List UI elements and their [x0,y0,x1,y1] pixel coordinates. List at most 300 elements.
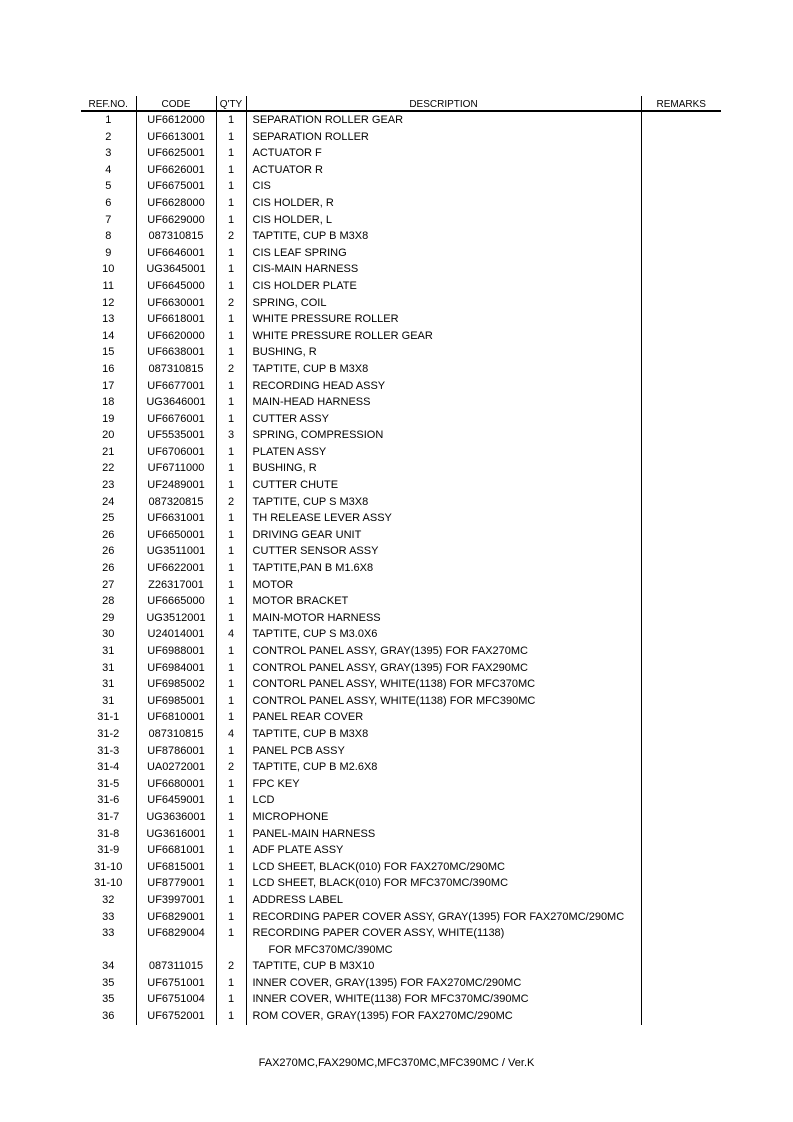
remarks-cell [641,610,721,627]
code-cell: UF6676001 [136,411,216,428]
qty-cell: 1 [216,577,246,594]
remarks-cell [641,792,721,809]
description-cell [246,660,641,677]
code-cell: UF8779001 [136,875,216,892]
table-row [81,394,721,411]
description-text: MAIN-MOTOR HARNESS [252,611,381,624]
qty-cell: 1 [216,709,246,726]
remarks-cell [641,693,721,710]
header-description: DESCRIPTION [246,96,641,111]
table-row [81,660,721,677]
code-cell: UF6665000 [136,593,216,610]
remarks-cell [641,975,721,992]
ref-no-cell: 27 [102,578,115,591]
description-cell [246,427,641,444]
code-cell: UF6650001 [136,527,216,544]
code-cell: UF6628000 [136,195,216,212]
description-cell [246,394,641,411]
remarks-cell [641,361,721,378]
ref-no-cell: 31 [102,694,115,707]
table-row [81,460,721,477]
code-cell: UF5535001 [136,427,216,444]
remarks-cell [641,1008,721,1025]
code-cell: UG3636001 [136,809,216,826]
ref-no-cell: 14 [102,329,115,342]
remarks-cell [641,809,721,826]
qty-cell: 1 [216,693,246,710]
table-row [81,709,721,726]
remarks-cell [641,510,721,527]
qty-cell: 1 [216,909,246,926]
remarks-cell [641,577,721,594]
qty-cell: 1 [216,875,246,892]
code-cell: UF6675001 [136,178,216,195]
qty-cell: 1 [216,676,246,693]
qty-cell: 2 [216,295,246,312]
table-row [81,195,721,212]
description-text: TH RELEASE LEVER ASSY [252,512,392,525]
code-cell: UF6629000 [136,212,216,229]
description-text: SPRING, COIL [252,296,327,309]
description-cell [246,792,641,809]
code-cell: UF3997001 [136,892,216,909]
description-cell [246,643,641,660]
ref-no-cell: 31-8 [97,827,120,840]
description-cell [246,626,641,643]
table-row [81,378,721,395]
description-text: CIS HOLDER, L [252,213,332,226]
remarks-cell [641,261,721,278]
description-cell [246,709,641,726]
qty-cell: 3 [216,427,246,444]
table-row [81,477,721,494]
description-cell [246,261,641,278]
ref-no-cell: 19 [102,412,115,425]
description-cell [246,178,641,195]
remarks-cell [641,111,721,129]
description-text: CIS-MAIN HARNESS [252,263,359,276]
description-text: CIS HOLDER PLATE [252,279,357,292]
table-row [81,278,721,295]
remarks-cell [641,411,721,428]
qty-cell: 1 [216,743,246,760]
remarks-cell [641,145,721,162]
table-row [81,344,721,361]
table-row [81,759,721,776]
table-row [81,975,721,992]
qty-cell: 1 [216,593,246,610]
remarks-cell [641,991,721,1008]
description-cell [246,195,641,212]
ref-no-cell: 6 [105,196,112,209]
remarks-cell [641,344,721,361]
table-row [81,543,721,560]
description-cell [246,162,641,179]
ref-no-cell: 30 [102,628,115,641]
remarks-cell [641,162,721,179]
code-cell: UF6984001 [136,660,216,677]
description-cell [246,129,641,146]
header-qty: Q'TY [216,96,246,111]
qty-cell: 4 [216,626,246,643]
description-text: PANEL-MAIN HARNESS [252,827,376,840]
table-row [81,427,721,444]
remarks-cell [641,875,721,892]
code-cell: UF6815001 [136,859,216,876]
code-cell: UF6459001 [136,792,216,809]
ref-no-cell: 13 [102,313,115,326]
remarks-cell [641,958,721,975]
table-row [81,212,721,229]
remarks-cell [641,178,721,195]
description-text: MOTOR [252,578,294,591]
code-cell: UF6829004 [136,925,216,958]
ref-no-cell: 34 [102,960,115,973]
description-text: TAPTITE, CUP S M3X8 [252,495,369,508]
table-row [81,261,721,278]
qty-cell: 1 [216,660,246,677]
table-row [81,510,721,527]
description-text: WHITE PRESSURE ROLLER GEAR [252,329,433,342]
qty-cell: 1 [216,178,246,195]
description-text: PLATEN ASSY [252,445,327,458]
ref-no-cell: 33 [102,910,115,923]
description-text: LCD SHEET, BLACK(010) FOR MFC370MC/390MC [252,877,509,890]
description-cell [246,759,641,776]
description-text: TAPTITE, CUP B M2.6X8 [252,761,378,774]
ref-no-cell: 31-1 [97,711,120,724]
description-text: CONTROL PANEL ASSY, WHITE(1138) FOR MFC390MC [252,694,536,707]
header-remarks: REMARKS [641,96,721,111]
table-row [81,809,721,826]
table-row [81,494,721,511]
code-cell: UF6625001 [136,145,216,162]
description-cell [246,991,641,1008]
qty-cell: 1 [216,477,246,494]
ref-no-cell: 16 [102,362,115,375]
code-cell: UF6622001 [136,560,216,577]
code-cell: UF6988001 [136,643,216,660]
ref-no-cell: 21 [102,445,115,458]
remarks-cell [641,626,721,643]
code-cell: UF6612000 [136,111,216,129]
description-cell [246,909,641,926]
description-cell [246,975,641,992]
description-cell [246,278,641,295]
description-cell [246,543,641,560]
code-cell: UF6810001 [136,709,216,726]
description-text: INNER COVER, GRAY(1395) FOR FAX270MC/290MC [252,976,522,989]
description-text: FPC KEY [252,777,300,790]
description-cell [246,311,641,328]
description-text: PANEL REAR COVER [252,711,364,724]
description-cell [246,460,641,477]
description-cell [246,743,641,760]
code-cell: UG3511001 [136,543,216,560]
qty-cell: 1 [216,925,246,958]
code-cell: UF6711000 [136,460,216,477]
remarks-cell [641,759,721,776]
remarks-cell [641,195,721,212]
ref-no-cell: 31-3 [97,744,120,757]
ref-no-cell: 3 [105,147,112,160]
code-cell: UF6752001 [136,1008,216,1025]
qty-cell: 1 [216,991,246,1008]
table-row [81,527,721,544]
table-row [81,626,721,643]
remarks-cell [641,776,721,793]
table-row [81,643,721,660]
code-cell: 087310815 [136,361,216,378]
ref-no-cell: 31-5 [97,777,120,790]
description-text: INNER COVER, WHITE(1138) FOR MFC370MC/390MC [252,993,529,1006]
table-row [81,875,721,892]
code-cell: UF6638001 [136,344,216,361]
ref-no-cell: 31 [102,678,115,691]
description-text: CONTROL PANEL ASSY, GRAY(1395) FOR FAX270MC [252,645,528,657]
description-text: CIS [252,180,271,193]
qty-cell: 1 [216,527,246,544]
code-cell: UG3645001 [136,261,216,278]
qty-cell: 4 [216,726,246,743]
qty-cell: 1 [216,129,246,146]
code-cell: UF2489001 [136,477,216,494]
qty-cell: 1 [216,145,246,162]
description-cell [246,328,641,345]
description-text: MICROPHONE [252,810,329,823]
qty-cell: 2 [216,228,246,245]
description-cell [246,378,641,395]
description-cell [246,111,641,129]
qty-cell: 1 [216,411,246,428]
code-cell: UF6613001 [136,129,216,146]
qty-cell: 1 [216,344,246,361]
remarks-cell [641,295,721,312]
table-row [81,311,721,328]
header-code: CODE [136,96,216,111]
description-cell [246,527,641,544]
description-text: TAPTITE,PAN B M1.6X8 [252,562,374,575]
ref-no-cell: 31-2 [97,727,120,740]
code-cell: UF6751001 [136,975,216,992]
description-cell [246,295,641,312]
parts-list [81,96,721,1025]
code-cell: 087320815 [136,494,216,511]
remarks-cell [641,311,721,328]
description-text: MOTOR BRACKET [252,595,349,608]
description-text: CUTTER ASSY [252,412,329,425]
table-row [81,361,721,378]
remarks-cell [641,527,721,544]
description-text: MAIN-HEAD HARNESS [252,396,371,409]
ref-no-cell: 23 [102,479,115,492]
table-row [81,909,721,926]
description-cell [246,494,641,511]
table-row [81,842,721,859]
description-cell [246,726,641,743]
code-cell: 087310815 [136,726,216,743]
qty-cell: 1 [216,510,246,527]
description-text: CIS HOLDER, R [252,196,334,209]
qty-cell: 1 [216,610,246,627]
code-cell: 087310815 [136,228,216,245]
remarks-cell [641,743,721,760]
ref-no-cell: 31-7 [97,810,120,823]
qty-cell: 1 [216,328,246,345]
table-row [81,111,721,129]
table-row [81,925,721,958]
code-cell: 087311015 [136,958,216,975]
ref-no-cell: 31 [102,661,115,674]
qty-cell: 1 [216,261,246,278]
qty-cell: 1 [216,162,246,179]
description-cell [246,958,641,975]
remarks-cell [641,709,721,726]
description-text: BUSHING, R [252,346,317,359]
ref-no-cell: 2 [105,130,112,143]
qty-cell: 1 [216,378,246,395]
qty-cell: 1 [216,212,246,229]
description-cell [246,842,641,859]
description-text: CONTORL PANEL ASSY, WHITE(1138) FOR MFC370MC [252,678,536,691]
description-continuation: FOR MFC370MC/390MC [268,943,393,956]
table-row [81,444,721,461]
table-row [81,859,721,876]
qty-cell: 1 [216,111,246,129]
table-row [81,228,721,245]
remarks-cell [641,444,721,461]
remarks-cell [641,129,721,146]
ref-no-cell: 26 [102,562,115,575]
description-text: RECORDING HEAD ASSY [252,379,386,392]
description-cell [246,145,641,162]
remarks-cell [641,394,721,411]
description-cell [246,444,641,461]
ref-no-cell: 32 [102,893,115,906]
qty-cell: 1 [216,643,246,660]
qty-cell: 1 [216,394,246,411]
table-row [81,958,721,975]
ref-no-cell: 24 [102,495,115,508]
remarks-cell [641,925,721,958]
description-text: CUTTER CHUTE [252,479,339,492]
description-text: CUTTER SENSOR ASSY [252,545,379,558]
description-cell [246,892,641,909]
code-cell: UF6677001 [136,378,216,395]
description-cell [246,776,641,793]
description-cell [246,577,641,594]
code-cell: UF6630001 [136,295,216,312]
description-cell [246,610,641,627]
description-cell [246,859,641,876]
description-cell [246,693,641,710]
qty-cell: 1 [216,278,246,295]
table-row [81,743,721,760]
qty-cell: 1 [216,311,246,328]
description-text: SPRING, COMPRESSION [252,429,384,442]
remarks-cell [641,676,721,693]
ref-no-cell: 31-9 [97,844,120,857]
ref-no-cell: 31-10 [94,860,123,873]
remarks-cell [641,842,721,859]
remarks-cell [641,278,721,295]
description-cell [246,477,641,494]
remarks-cell [641,726,721,743]
code-cell: Z26317001 [136,577,216,594]
table-row [81,560,721,577]
description-text: DRIVING GEAR UNIT [252,528,362,541]
ref-no-cell: 35 [102,993,115,1006]
qty-cell: 1 [216,859,246,876]
ref-no-cell: 28 [102,595,115,608]
ref-no-cell: 17 [102,379,115,392]
ref-no-cell: 36 [102,1010,115,1023]
description-cell [246,875,641,892]
description-text: SEPARATION ROLLER GEAR [252,114,404,126]
description-text: PANEL PCB ASSY [252,744,345,757]
qty-cell: 1 [216,195,246,212]
table-row [81,577,721,594]
code-cell: UG3512001 [136,610,216,627]
table-row [81,892,721,909]
description-cell [246,344,641,361]
description-text: TAPTITE, CUP B M3X8 [252,230,369,243]
ref-no-cell: 29 [102,611,115,624]
ref-no-cell: 9 [105,246,112,259]
description-cell [246,925,641,958]
description-text: TAPTITE, CUP S M3.0X6 [252,628,378,641]
table-row [81,295,721,312]
remarks-cell [641,427,721,444]
ref-no-cell: 20 [102,429,115,442]
description-cell [246,560,641,577]
remarks-cell [641,909,721,926]
code-cell: UF6985002 [136,676,216,693]
table-row [81,1008,721,1025]
remarks-cell [641,212,721,229]
qty-cell: 2 [216,494,246,511]
remarks-cell [641,228,721,245]
description-cell [246,593,641,610]
description-text: WHITE PRESSURE ROLLER [252,313,399,326]
remarks-cell [641,378,721,395]
code-cell: U24014001 [136,626,216,643]
description-cell [246,826,641,843]
qty-cell: 1 [216,826,246,843]
table-row [81,991,721,1008]
ref-no-cell: 18 [102,396,115,409]
table-row [81,726,721,743]
code-cell: UF6706001 [136,444,216,461]
code-cell: UF8786001 [136,743,216,760]
ref-no-cell: 31-6 [97,794,120,807]
code-cell: UF6751004 [136,991,216,1008]
remarks-cell [641,826,721,843]
remarks-cell [641,643,721,660]
table-header-row [81,96,721,111]
ref-no-cell: 4 [105,163,112,176]
code-cell: UF6680001 [136,776,216,793]
code-cell: UG3646001 [136,394,216,411]
description-cell [246,245,641,262]
code-cell: UF6829001 [136,909,216,926]
remarks-cell [641,328,721,345]
description-text: RECORDING PAPER COVER ASSY, WHITE(1138) [252,927,505,940]
remarks-cell [641,460,721,477]
qty-cell: 2 [216,958,246,975]
code-cell: UG3616001 [136,826,216,843]
ref-no-cell: 5 [105,180,112,193]
